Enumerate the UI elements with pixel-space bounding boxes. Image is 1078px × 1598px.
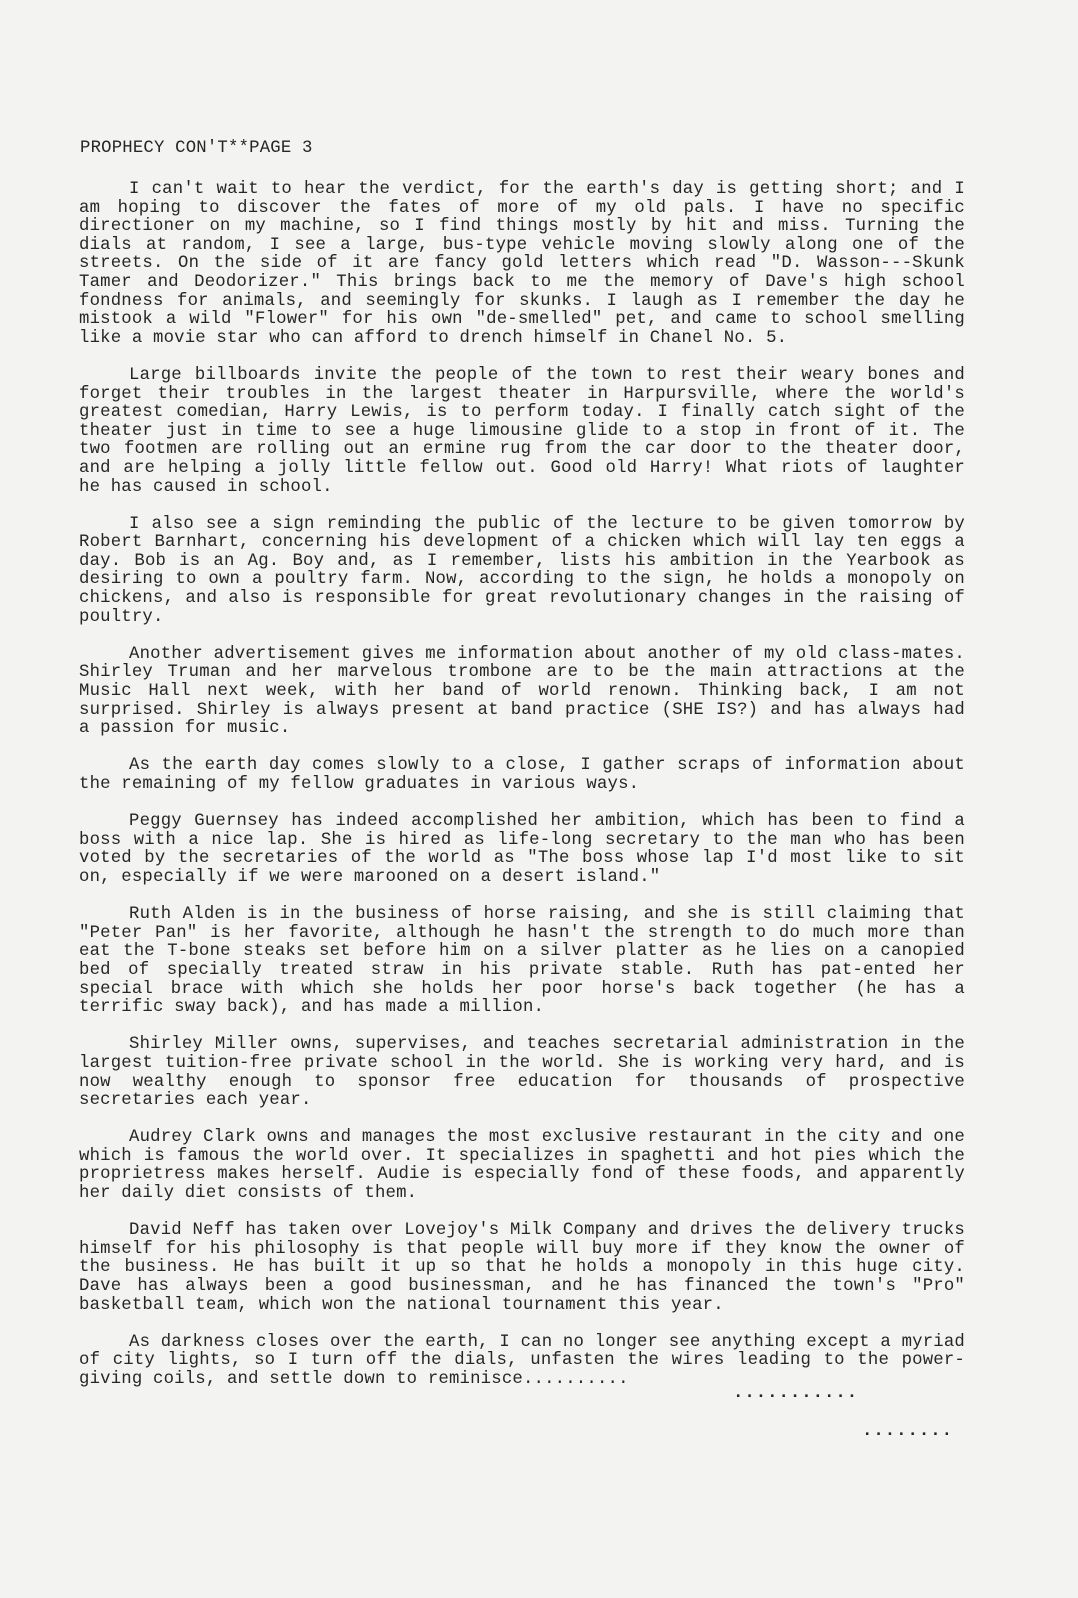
paragraph-lecture-sign: I also see a sign reminding the public of the lecture to be given tomorrow by Robert Barnhart, concerning his development of a chicken which will lay ten eggs a day. Bob is an Ag. Boy and, as I remember, lists his ambition in the Yearbook as desiring to own a poultry farm. Now, according to the sign, he holds a monopoly on chickens, and also is responsible for great revolutionary changes in the raising of poultry. [79,514,965,627]
paragraph-advertisement: Another advertisement gives me information about another of my old class-mates. Shirley Truman and her marvelous trombone are to be the main attractions at the Music Hall next week, with her band of world renown. Thinking back, I am not surprised. Shirley is always present at band practice (SHE IS?) and has always had a passion for music. [79,644,965,739]
paragraph-earth-day: As the earth day comes slowly to a close, I gather scraps of information about the remaining of my fellow graduates in various ways. [79,756,965,794]
paragraph-david: David Neff has taken over Lovejoy's Milk Company and drives the delivery trucks himself for his philosophy is that people will buy more if they know the owner of the business. He has built it up so that he holds a monopoly in this huge city. Dave has always been a good businessman, and he has financed the town's "Pro" basketball team, which won the national tournament this year. [79,1221,965,1315]
paragraph-shirley-miller: Shirley Miller owns, supervises, and teaches secretarial administration in the largest tuition-free private school in the world. She is working very hard, and is now wealthy enough to sponsor free education for thousands of prospective secretaries each year. [79,1035,965,1111]
trailing-dots-2: ........ [862,1422,953,1441]
paragraph-peggy: Peggy Guernsey has indeed accomplished her ambition, which has been to find a boss with a nice lap. She is hired as life-long secretary to the man who has been voted by the secretaries of the world as "The boss whose lap I'd most like to sit on, especially if we were marooned on a desert island." [79,812,965,887]
paragraph-verdict: I can't wait to hear the verdict, for the earth's day is getting short; and I am hoping to discover the fates of more of my old pals. I have no specific directioner on my machine, so I find things mostly by hit and miss. Turning the dials at random, I see a large, bus-type vehicle moving slowly along one of the streets. On the side of it are fancy gold letters which read "D. Wasson---Skunk Tamer and Deodorizer." This brings back to me the memory of Dave's high school fondness for animals, and seemingly for skunks. I laugh as I remember the day he mistook a wild "Flower" for his own "de-smelled" pet, and came to school smelling like a movie star who can afford to drench himself in Chanel No. 5. [79,180,965,348]
paragraph-audrey: Audrey Clark owns and manages the most exclusive restaurant in the city and one which is famous the world over. It specializes in spaghetti and hot pies which the proprietress makes herself. Audie is especially fond of these foods, and apparently her daily diet consists of them. [79,1128,965,1204]
page-heading: PROPHECY CON'T**PAGE 3 [80,139,313,158]
paragraph-ruth: Ruth Alden is in the business of horse raising, and she is still claiming that "Peter Pan" is her favorite, although he hasn't the strength to do much more than eat the T-bone steaks set before him on a silver platter as he lies on a canopied bed of specially treated straw in his private stable. Ruth has pat-ented her special brace with which she holds her poor horse's back together (he has a terrific sway back), and has made a million. [79,905,965,1018]
paragraph-billboards: Large billboards invite the people of the town to rest their weary bones and forget their troubles in the largest theater in Harpursville, where the world's greatest comedian, Harry Lewis, is to perform today. I finally catch sight of the theater just in time to see a huge limousine glide to a stop in front of it. The two footmen are rolling out an ermine rug from the car door to the theater door, and are helping a jolly little fellow out. Good old Harry! What riots of laughter he has caused in school. [79,365,965,497]
trailing-dots-1: ........... [733,1384,859,1403]
paragraph-darkness: As darkness closes over the earth, I can no longer see anything except a myriad of city lights, so I turn off the dials, unfasten the wires leading to the power-giving coils, and settle down to reminisce.......... [79,1332,965,1389]
body-text [79,181,965,1408]
